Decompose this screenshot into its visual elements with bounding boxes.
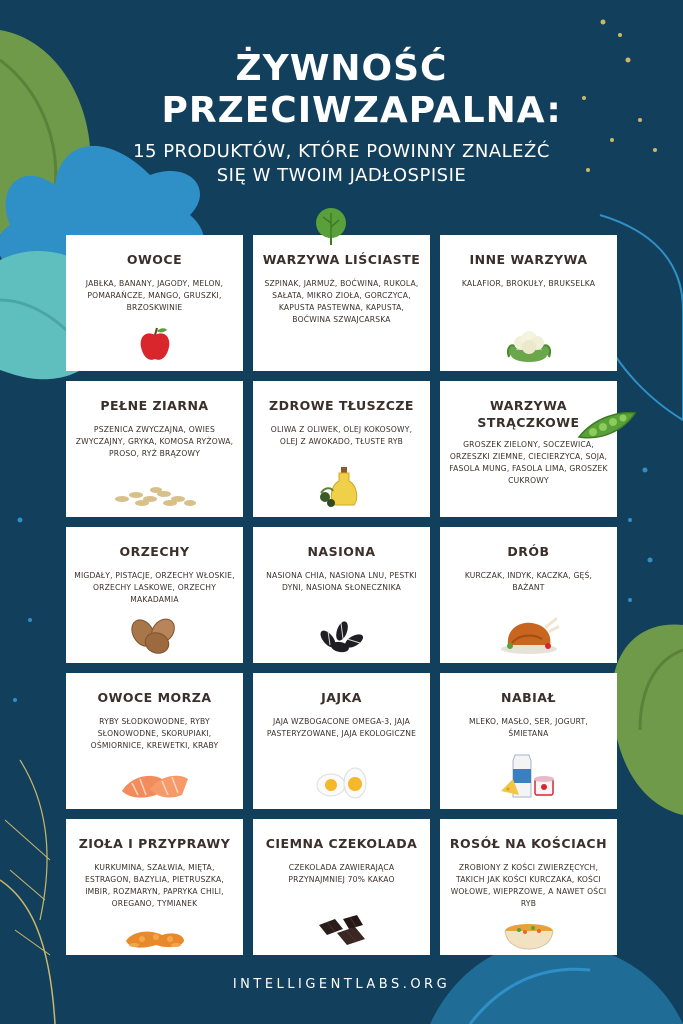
card-title: INNE WARZYWA xyxy=(469,252,588,267)
turmeric-icon xyxy=(122,923,188,951)
leaf-icon xyxy=(311,205,351,245)
food-card-nasiona xyxy=(253,527,430,663)
food-card-pelne-ziarna xyxy=(66,381,243,517)
leaf-decoration-bottom-right xyxy=(612,624,683,815)
card-title: ZIOŁA I PRZYPRAWY xyxy=(78,836,231,851)
card-description: KALAFIOR, BROKUŁY, BRUKSELKA xyxy=(461,279,596,288)
page-title: ŻYWNOŚĆ PRZECIWZAPALNA: xyxy=(161,48,562,131)
food-card-nabial xyxy=(440,673,617,809)
salmon-icon xyxy=(118,769,192,801)
peapod-icon xyxy=(575,407,639,447)
card-description: JABŁKA, BANANY, JAGODY, MELON, POMARAŃCZE, MANGO, GRUSZKI, BRZOSKWINIE xyxy=(85,279,224,312)
almonds-icon xyxy=(127,617,183,655)
card-description: GROSZEK ZIELONY, SOCZEWICA, ORZESZKI ZIEMNE, CIECIERZYCA, SOJA, FASOLA MUNG, FASOLA LIMA, GROSZEK CUKROWY xyxy=(449,440,608,485)
card-description: OLIWA Z OLIWEK, OLEJ KOKOSOWY, OLEJ Z AWOKADO, TŁUSTE RYB xyxy=(270,425,413,446)
card-title: DRÓB xyxy=(507,544,550,559)
food-card-warzywa-lisciaste xyxy=(253,235,430,371)
card-title: NASIONA xyxy=(307,544,376,559)
card-title: JAJKA xyxy=(321,690,362,705)
card-description: PSZENICA ZWYCZAJNA, OWIES ZWYCZAJNY, GRYKA, KOMOSA RYŻOWA, PROSO, RYŻ BRĄZOWY xyxy=(75,425,234,458)
oil-bottle-icon xyxy=(317,465,367,509)
food-card-warzywa-straczkowe xyxy=(440,381,617,517)
chocolate-icon xyxy=(313,911,371,947)
card-description: KURKUMINA, SZAŁWIA, MIĘTA, ESTRAGON, BAZYLIA, PIETRUSZKA, IMBIR, ROZMARYN, PAPRYKA CHILI, OREGANO, TYMIANEK xyxy=(85,863,224,908)
card-description: MIGDAŁY, PISTACJE, ORZECHY WŁOSKIE, ORZECHY LASKOWE, ORZECHY MAKADAMIA xyxy=(74,571,235,604)
dairy-icon xyxy=(499,751,559,801)
card-description: RYBY SŁODKOWODNE, RYBY SŁONOWODNE, SKORUPIAKI, OŚMIORNICE, KREWETKI, KRABY xyxy=(90,717,219,750)
food-card-rosol-na-kosciach xyxy=(440,819,617,955)
food-card-ciemna-czekolada xyxy=(253,819,430,955)
card-description: KURCZAK, INDYK, KACZKA, GĘŚ, BAŻANT xyxy=(464,571,593,592)
card-title: WARZYWA STRĄCZKOWE xyxy=(477,398,580,430)
food-card-drob xyxy=(440,527,617,663)
card-title: NABIAŁ xyxy=(500,690,556,705)
food-card-jajka xyxy=(253,673,430,809)
food-card-orzechy xyxy=(66,527,243,663)
apple-icon xyxy=(138,327,172,363)
soup-bowl-icon xyxy=(501,921,557,951)
food-card-ziola-i-przyprawy xyxy=(66,819,243,955)
header xyxy=(0,48,683,188)
food-card-inne-warzywa xyxy=(440,235,617,371)
card-title: ORZECHY xyxy=(119,544,190,559)
card-description: NASIONA CHIA, NASIONA LNU, PESTKI DYNI, NASIONA SŁONECZNIKA xyxy=(266,571,417,592)
card-description: CZEKOLADA ZAWIERAJĄCA PRZYNAJMNIEJ 70% KAKAO xyxy=(288,863,395,884)
website-footer: INTELLIGENTLABS.ORG xyxy=(232,977,451,992)
card-title: WARZYWA LIŚCIASTE xyxy=(262,252,421,267)
card-title: OWOCE MORZA xyxy=(97,690,212,705)
roast-chicken-icon xyxy=(498,613,560,655)
card-title: ROSÓŁ NA KOŚCIACH xyxy=(449,836,608,851)
card-title: PEŁNE ZIARNA xyxy=(100,398,209,413)
food-card-owoce-morza xyxy=(66,673,243,809)
seeds-icon xyxy=(314,619,370,655)
card-title: CIEMNA CZEKOLADA xyxy=(265,836,418,851)
food-grid xyxy=(66,235,617,955)
food-card-owoce xyxy=(66,235,243,371)
card-description: ZROBIONY Z KOŚCI ZWIERZĘCYCH, TAKICH JAK KOŚCI KURCZAKA, KOŚCI WOŁOWE, WIEPRZOWE, A NAWET OŚCI RYB xyxy=(450,863,607,908)
food-card-zdrowe-tluszcze xyxy=(253,381,430,517)
grains-icon xyxy=(112,481,198,509)
cauliflower-icon xyxy=(505,327,553,363)
card-description: MLEKO, MASŁO, SER, JOGURT, ŚMIETANA xyxy=(469,717,588,738)
card-title: ZDROWE TŁUSZCZE xyxy=(269,398,414,413)
page-subtitle: 15 PRODUKTÓW, KTÓRE POWINNY ZNALEŹĆ SIĘ W TWOIM JADŁOSPISIE xyxy=(133,141,550,186)
egg-icon xyxy=(313,765,371,801)
card-title: OWOCE xyxy=(126,252,183,267)
card-description: JAJA WZBOGACONE OMEGA-3, JAJA PASTERYZOWANE, JAJA EKOLOGICZNE xyxy=(266,717,417,738)
card-description: SZPINAK, JARMUŻ, BOĆWINA, RUKOLA, SAŁATA, MIKRO ZIOŁA, GORCZYCA, KAPUSTA PASTEWNA, KAPUSTA, BOĆWINA SZWAJCARSKA xyxy=(264,279,419,324)
